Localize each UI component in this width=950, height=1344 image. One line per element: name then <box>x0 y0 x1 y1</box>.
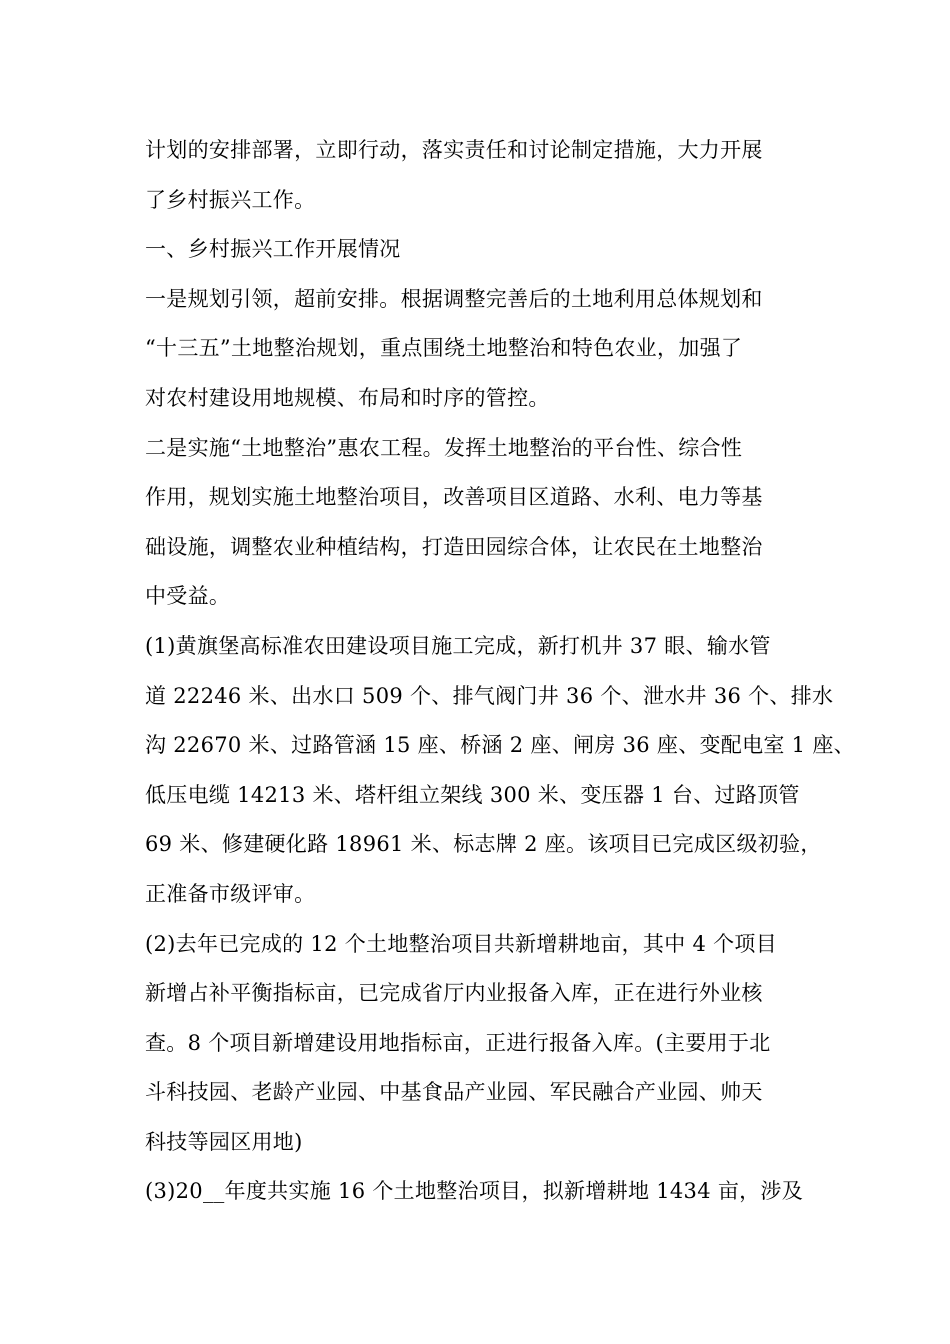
text-line: 新增占补平衡指标亩，已完成省厅内业报备入库，正在进行外业核 <box>145 981 763 1006</box>
text-line: 道 22246 米、出水口 509 个、排气阀门井 36 个、泄水井 36 个、排水 <box>145 683 834 708</box>
text-line: 对农村建设用地规模、布局和时序的管控。 <box>145 385 550 410</box>
text-line: 础设施，调整农业种植结构，打造田园综合体，让农民在土地整治 <box>145 534 763 559</box>
text-line: 作用，规划实施土地整治项目，改善项目区道路、水利、电力等基 <box>145 485 763 510</box>
text-line: “十三五”土地整治规划，重点围绕土地整治和特色农业，加强了 <box>145 336 743 361</box>
text-line: (1)黄旗堡高标准农田建设项目施工完成，新打机井 37 眼、输水管 <box>145 633 771 658</box>
text-line: 低压电缆 14213 米、塔杆组立架线 300 米、变压器 1 台、过路顶管 <box>145 782 800 807</box>
text-line: 二是实施“土地整治”惠农工程。发挥土地整治的平台性、综合性 <box>145 435 743 460</box>
text-line: (3)20__年度共实施 16 个土地整治项目，拟新增耕地 1434 亩，涉及 <box>145 1179 804 1204</box>
text-line: 了乡村振兴工作。 <box>145 187 316 212</box>
text-line: 计划的安排部署，立即行动，落实责任和讨论制定措施，大力开展 <box>145 138 763 162</box>
text-line: 沟 22670 米、过路管涵 15 座、桥涵 2 座、闸房 36 座、变配电室 1 座、 <box>145 733 855 758</box>
section-heading: 一、乡村振兴工作开展情况 <box>145 237 401 262</box>
text-line: 69 米、修建硬化路 18961 米、标志牌 2 座。该项目已完成区级初验， <box>145 832 822 857</box>
text-line: 正准备市级评审。 <box>145 881 316 906</box>
text-line: 一是规划引领，超前安排。根据调整完善后的土地利用总体规划和 <box>145 286 763 311</box>
text-line: (2)去年已完成的 12 个土地整治项目共新增耕地亩，其中 4 个项目 <box>145 931 778 956</box>
text-line: 中受益。 <box>145 584 231 609</box>
text-line: 科技等园区用地) <box>145 1129 303 1154</box>
text-line: 斗科技园、老龄产业园、中基食品产业园、军民融合产业园、帅天 <box>145 1080 763 1105</box>
document-body <box>145 126 855 1217</box>
text-line: 查。8 个项目新增建设用地指标亩，正进行报备入库。(主要用于北 <box>145 1030 771 1055</box>
